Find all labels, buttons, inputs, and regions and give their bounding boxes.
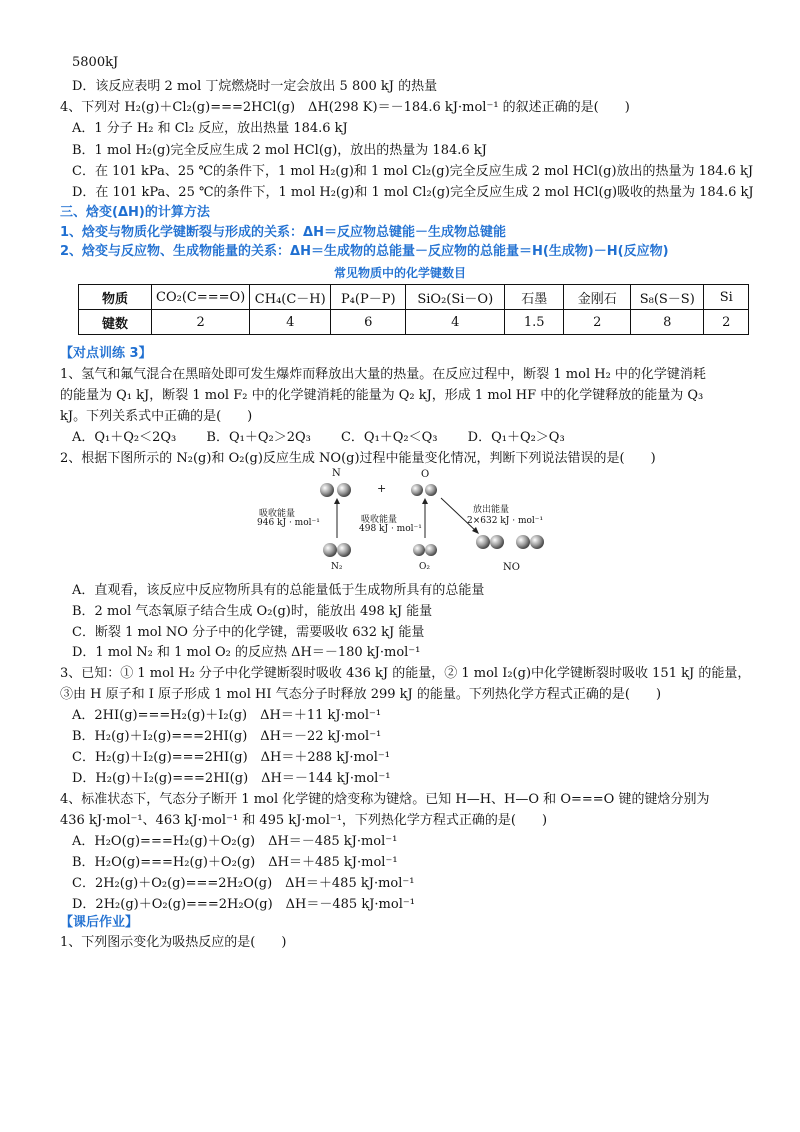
table-cell: 金刚石 <box>564 285 631 310</box>
arrow-head <box>422 498 428 504</box>
practice-heading: 【对点训练 3】 <box>60 346 152 361</box>
option-a: A．2HI(g)===H₂(g)＋I₂(g) ΔH＝＋11 kJ·mol⁻¹ <box>72 708 382 723</box>
no-label: NO <box>503 562 520 573</box>
table-cell: 4 <box>250 310 331 335</box>
energy-diagram <box>255 468 555 578</box>
table-cell: 键数 <box>79 310 152 335</box>
absorb-value: 498 kJ · mol⁻¹ <box>359 524 422 534</box>
option-c: C．2H₂(g)＋O₂(g)===2H₂O(g) ΔH＝＋485 kJ·mol⁻¹ <box>72 876 415 891</box>
absorb-label: 吸收能量 <box>361 515 398 525</box>
table-cell: CO₂(C===O) <box>152 285 250 310</box>
option-a: A．1 分子 H₂ 和 Cl₂ 反应，放出热量 184.6 kJ <box>72 121 348 136</box>
table-cell: 1.5 <box>505 310 564 335</box>
option-d: D．1 mol N₂ 和 1 mol O₂ 的反应热 ΔH＝－180 kJ·mol⁻¹ <box>72 645 421 660</box>
option-d: D．2H₂(g)＋O₂(g)===2H₂O(g) ΔH＝－485 kJ·mol⁻¹ <box>72 897 415 912</box>
table-cell: 8 <box>631 310 704 335</box>
question-2: 2、根据下图所示的 N₂(g)和 O₂(g)反应生成 NO(g)过程中能量变化情况，判断下列说法错误的是( ) <box>60 451 656 466</box>
n-label: N <box>332 468 341 479</box>
option-a: A．H₂O(g)===H₂(g)＋O₂(g) ΔH＝－485 kJ·mol⁻¹ <box>72 834 398 849</box>
no-molecule <box>530 535 544 549</box>
table-cell: 物质 <box>79 285 152 310</box>
option-c: C．断裂 1 mol NO 分子中的化学键，需要吸收 632 kJ 能量 <box>72 625 425 640</box>
table-cell: 6 <box>331 310 406 335</box>
table-cell: 2 <box>564 310 631 335</box>
o2-molecule <box>413 544 425 556</box>
n-atom <box>320 483 334 497</box>
option-c: C．在 101 kPa、25 ℃的条件下，1 mol H₂(g)和 1 mol Cl₂(g)完全反应生成 2 mol HCl(g)放出的热量为 184.6 kJ <box>72 164 754 179</box>
option-b: B．1 mol H₂(g)完全反应生成 2 mol HCl(g)，放出的热量为 184.6 kJ <box>72 143 487 158</box>
question-1-cont: kJ。下列关系式中正确的是( ) <box>60 409 253 424</box>
no-molecule <box>516 535 530 549</box>
option-c: C．H₂(g)＋I₂(g)===2HI(g) ΔH＝＋288 kJ·mol⁻¹ <box>72 750 390 765</box>
o-label: O <box>421 469 430 480</box>
n-atom <box>337 483 351 497</box>
question-1: 1、氢气和氟气混合在黑暗处即可发生爆炸而释放出大量的热量。在反应过程中，断裂 1 mol H₂ 中的化学键消耗 <box>60 367 706 382</box>
section-heading: 三、焓变(ΔH)的计算方法 <box>60 205 210 220</box>
table-cell: P₄(P－P) <box>331 285 406 310</box>
table-row <box>79 285 749 310</box>
arrow-head <box>334 498 340 504</box>
n2-molecule <box>337 543 351 557</box>
option-b: B．2 mol 气态氧原子结合生成 O₂(g)时，能放出 498 kJ 能量 <box>72 604 433 619</box>
o-atom <box>425 484 437 496</box>
question-1-options: A．Q₁＋Q₂＜2Q₃ B．Q₁＋Q₂＞2Q₃ C．Q₁＋Q₂＜Q₃ D．Q₁＋Q₂＞Q₃ <box>72 430 565 445</box>
subsection-heading: 2、焓变与反应物、生成物能量的关系：ΔH＝生成物的总能量－反应物的总能量＝H(生成物)－H(反应物) <box>60 244 669 259</box>
n2-label: N₂ <box>331 562 343 572</box>
option-d: D．H₂(g)＋I₂(g)===2HI(g) ΔH＝－144 kJ·mol⁻¹ <box>72 771 391 786</box>
option-a: A．直观看，该反应中反应物所具有的总能量低于生成物所具有的总能量 <box>72 583 485 598</box>
question-4: 4、下列对 H₂(g)＋Cl₂(g)===2HCl(g) ΔH(298 K)＝－184.6 kJ·mol⁻¹ 的叙述正确的是( ) <box>60 100 630 115</box>
o2-label: O₂ <box>419 562 430 572</box>
homework-heading: 【课后作业】 <box>60 915 139 930</box>
o2-molecule <box>425 544 437 556</box>
no-molecule <box>490 535 504 549</box>
table-row <box>79 310 749 335</box>
release-value: 2×632 kJ · mol⁻¹ <box>467 516 544 526</box>
arrow <box>441 498 477 532</box>
option-b: B．H₂(g)＋I₂(g)===2HI(g) ΔH＝－22 kJ·mol⁻¹ <box>72 729 382 744</box>
table-cell: S₈(S－S) <box>631 285 704 310</box>
absorb-label: 吸收能量 <box>259 509 296 519</box>
option-d: D．在 101 kPa、25 ℃的条件下，1 mol H₂(g)和 1 mol Cl₂(g)完全反应生成 2 mol HCl(g)吸收的热量为 184.6 kJ <box>72 185 754 200</box>
table-cell: 4 <box>406 310 505 335</box>
subsection-heading: 1、焓变与物质化学键断裂与形成的关系：ΔH＝反应物总键能－生成物总键能 <box>60 225 506 240</box>
o-atom <box>411 484 423 496</box>
homework-question-1: 1、下列图示变化为吸热反应的是( ) <box>60 935 287 950</box>
question-3-cont: ③由 H 原子和 I 原子形成 1 mol HI 气态分子时释放 299 kJ 的能量。下列热化学方程式正确的是( ) <box>60 687 662 702</box>
n2-molecule <box>323 543 337 557</box>
table-cell: 石墨 <box>505 285 564 310</box>
no-molecule <box>476 535 490 549</box>
plus-sign: + <box>377 482 387 495</box>
absorb-value: 946 kJ · mol⁻¹ <box>257 518 320 528</box>
table-cell: CH₄(C－H) <box>250 285 331 310</box>
bond-count-table <box>78 284 749 335</box>
release-label: 放出能量 <box>473 505 510 515</box>
question-4: 4、标准状态下，气态分子断开 1 mol 化学键的焓变称为键焓。已知 H—H、H—O 和 O===O 键的键焓分别为 <box>60 792 710 807</box>
table-cell: 2 <box>152 310 250 335</box>
text-line: 5800kJ <box>72 55 119 70</box>
question-1-cont: 的能量为 Q₁ kJ，断裂 1 mol F₂ 中的化学键消耗的能量为 Q₂ kJ，形成 1 mol HF 中的化学键释放的能量为 Q₃ <box>60 388 704 403</box>
text-line: D．该反应表明 2 mol 丁烷燃烧时一定会放出 5 800 kJ 的热量 <box>72 79 438 94</box>
table-cell: Si <box>704 285 749 310</box>
table-cell: 2 <box>704 310 749 335</box>
table-cell: SiO₂(Si－O) <box>406 285 505 310</box>
question-4-cont: 436 kJ·mol⁻¹、463 kJ·mol⁻¹ 和 495 kJ·mol⁻¹，下列热化学方程式正确的是( ) <box>60 813 548 828</box>
question-3: 3、已知：① 1 mol H₂ 分子中化学键断裂时吸收 436 kJ 的能量，② 1 mol I₂(g)中化学键断裂时吸收 151 kJ 的能量， <box>60 666 751 681</box>
option-b: B．H₂O(g)===H₂(g)＋O₂(g) ΔH＝＋485 kJ·mol⁻¹ <box>72 855 398 870</box>
table-caption: 常见物质中的化学键数目 <box>333 266 466 280</box>
